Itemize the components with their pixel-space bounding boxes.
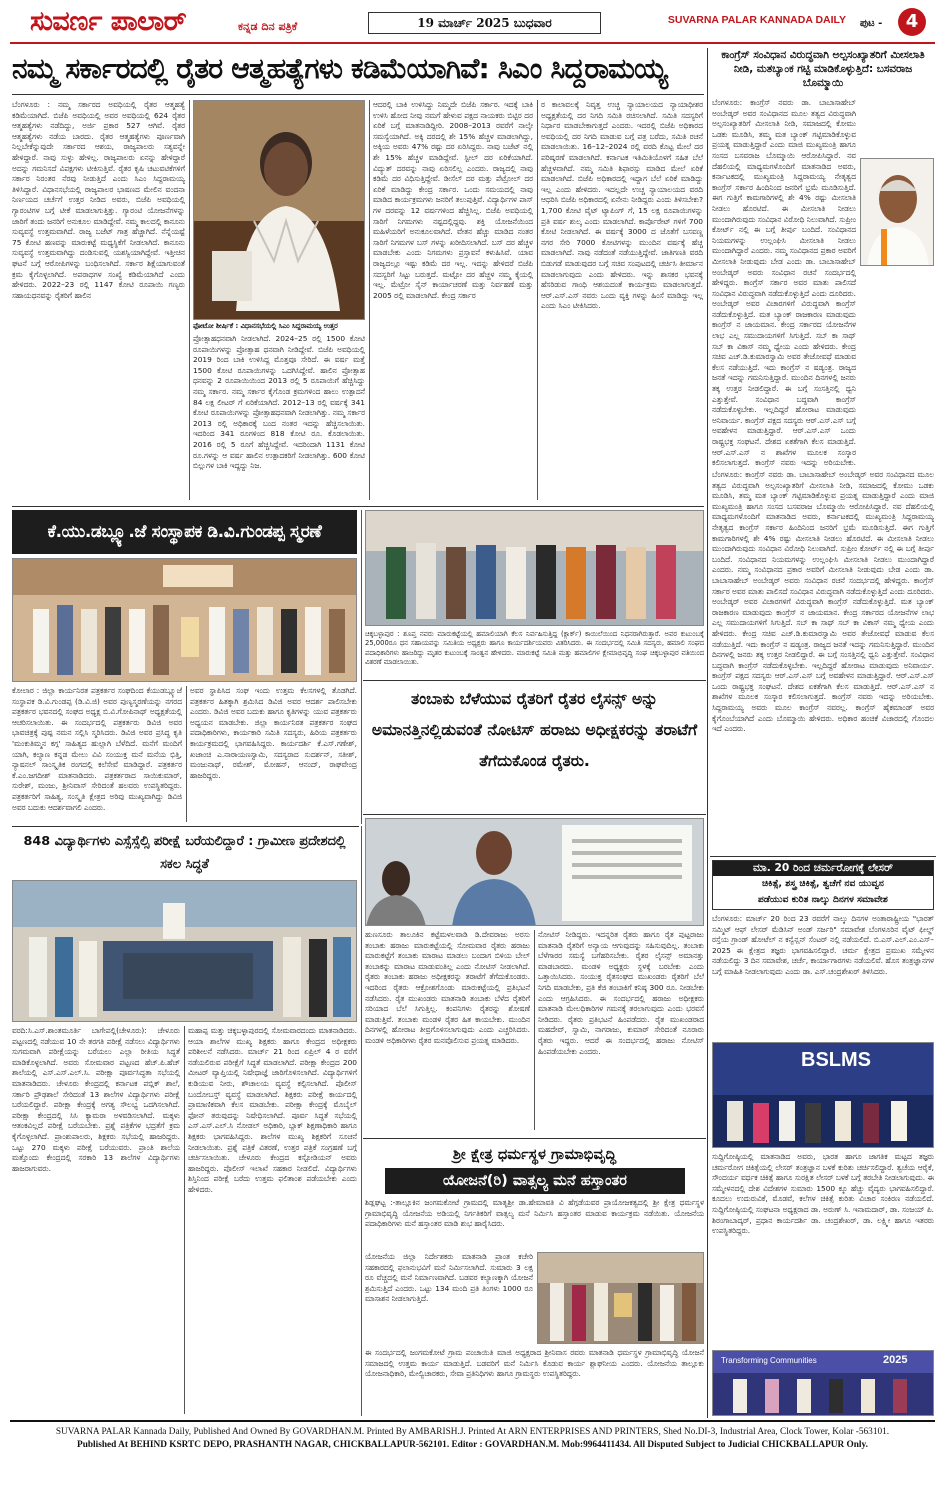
- col-divider: [361, 510, 362, 824]
- col-divider: [361, 826, 362, 1416]
- relief-handover-caption: ಚಿಕ್ಕಬಳ್ಳಾಪುರ : ಶೂಪ್ತ ನವರು ಮಾರುಕಟ್ಟೆಯಲ್ಲಿ ಹಮಾಲಿಯಾಗಿ ಕೆಲಸ ನಿರ್ವಹಿಸುತ್ತಿದ್ದ (ಕ್ಲಾರ್ಕ್) ಕಾಯಿಲೆಯಿಂದ ನಿಧನರಾಗಿರುತ್ತಾರೆ. ಅವರ ಕುಟುಂಬಕ್ಕೆ 25,000ರೂ ಧನ ಸಹಾಯವನ್ನು ಸಮಿತಿಯ ಅಧ್ಯಕ್ಷರು ಹಾಗೂ ಕಾರ್ಯದರ್ಶಿಯವರು ವಿತರಿಸಿದರು. ಈ ಸಂದರ್ಭದಲ್ಲಿ ಸಮಿತಿ ಸದಸ್ಯರು, ಹಮಾಲಿ ಸಂಘದ ಪದಾಧಿಕಾರಿಗಳು ಹಾಜರಿದ್ದು ಮೃತರ ಕುಟುಂಬಕ್ಕೆ ಸಾಂತ್ವನ ಹೇಳಿದರು. ಮಾರುಕಟ್ಟೆ ಸಮಿತಿ ಮತ್ತು ಹಮಾಲಿಗಳ ಕ್ಷೇಮಾಭಿವೃದ್ಧಿ ಸಂಘ ಚಿಕ್ಕಬಳ್ಳಾಪುರ ವತಿಯಿಂದ ವಿತರಣೆ ಮಾಡಲಾಯಿತು.: [365, 630, 704, 667]
- tobacco-headline: ತಂಬಾಕು ಬೆಳೆಯುವ ರೈತರಿಗೆ ರೈತರ ಲೈಸನ್ಸ್ ಅನ್ನು ಅಮಾನತ್ತಿನಲ್ಲಿಡುವಂತೆ ನೋಟಿಸ್ ಹರಾಜು ಅಧೀಕ್ಷಕರನ್ನು ತರಾಟೆಗೆ ತೆಗೆದುಕೊಂಡ ರೈತರು.: [371, 690, 698, 770]
- gundappa-body-2: ಅವರ ಸ್ಥಾಪಿಸಿದ ಸಂಘ ಇಂದು ಉತ್ತಮ ಕೆಲಸಗಳಲ್ಲಿ ತೊಡಗಿದೆ. ಪತ್ರಕರ್ತರ ಹಿತಕ್ಕಾಗಿ ಶ್ರಮಿಸಿದ ಡಿವಿಜಿ ಅವರ ಆದರ್ಶ ಪಾಲಿಸಬೇಕು ಎಂದರು. ಡಿವಿಜಿ ಅವರ ಬದುಕು ಹಾಗೂ ಕೃತಿಗಳನ್ನು ಯುವ ಪತ್ರಕರ್ತರು ಅಧ್ಯಯನ ಮಾಡಬೇಕು. ಜಿಲ್ಲಾ ಕಾರ್ಯನಿರತ ಪತ್ರಕರ್ತರ ಸಂಘದ ಪದಾಧಿಕಾರಿಗಳು, ಕಾರ್ಯಕಾರಿ ಸಮಿತಿ ಸದಸ್ಯರು, ಹಿರಿಯ ಪತ್ರಕರ್ತರು ಕಾರ್ಯಕ್ರಮದಲ್ಲಿ ಭಾಗವಹಿಸಿದ್ದರು. ಕಾರ್ಯದರ್ಶಿ ಕೆ.ಎಸ್.ಗಣೇಶ್, ಖಜಾಂಚಿ ಎ.ನಾರಾಯಣಸ್ವಾಮಿ, ಸದಸ್ಯರಾದ ಸುದರ್ಶನ್, ಸತೀಶ್, ಮಂಜುನಾಥ್, ರಮೇಶ್, ಮೋಹನ್, ಆನಂದ್, ರಾಘವೇಂದ್ರ ಹಾಜರಿದ್ದರು.: [190, 686, 357, 780]
- bommai-photo: [860, 158, 934, 266]
- dharmasthala-handover-photo: [537, 1252, 704, 1344]
- tobacco-col-2: ನೋಟಿಸ್ ನೀಡಿದ್ದರು. ಇದನ್ನರಿತ ರೈತರು ಹಾಗೂ ರೈತ ಪುಟ್ಟರಾಜು ಮಾತನಾಡಿ ರೈತರಿಗೆ ಅನ್ಯಾಯ ಆಗುವುದನ್ನು ಸಹಿಸುವುದಿಲ್ಲ. ತಂಬಾಕು ಬೆಳೆಗಾರರ ಸಮಸ್ಯೆ ಬಗೆಹರಿಸಬೇಕು. ರೈತರ ಲೈಸನ್ಸ್ ಅಮಾನತ್ತು ಮಾಡಬಾರದು. ಮಂಡಳಿ ಅಧ್ಯಕ್ಷರು ಸ್ಥಳಕ್ಕೆ ಬರಬೇಕು ಎಂದು ಒತ್ತಾಯಿಸಿದರು. ಸಂಯುಕ್ತ ರೈತಸಂಘದ ಮುಖಂಡರು ರೈತರಿಗೆ ಬೆಲೆ ನಿಗದಿ ಮಾಡಬೇಕು, ಪ್ರತಿ ಕೆಜಿ ತಂಬಾಕಿಗೆ ಕನಿಷ್ಠ 300 ರೂ. ನೀಡಬೇಕು ಎಂದು ಆಗ್ರಹಿಸಿದರು. ಈ ಸಂದರ್ಭದಲ್ಲಿ ಹರಾಜು ಅಧೀಕ್ಷಕರು ಮಾತನಾಡಿ ಮೇಲಧಿಕಾರಿಗಳ ಗಮನಕ್ಕೆ ತರಲಾಗುವುದು ಎಂದು ಭರವಸೆ ನೀಡಿದರು. ರೈತರು ಪ್ರತಿಭಟನೆ ಹಿಂಪಡೆದರು. ರೈತ ಮುಖಂಡರಾದ ಮಹದೇವ್, ಸ್ವಾಮಿ, ನಾಗರಾಜು, ಕುಮಾರ್ ಸೇರಿದಂತೆ ನೂರಾರು ರೈತರು ಇದ್ದರು. ಆದರೆ ಈ ಸಂದರ್ಭದಲ್ಲಿ ಹರಾಜು ನೋಟಿಸ್ ಹಿಂಪಡೆಯಬೇಕು ಎಂದರು.: [538, 930, 704, 1056]
- gundappa-body-1: ಕೋಲಾರ : ಜಿಲ್ಲಾ ಕಾರ್ಯನಿರತ ಪತ್ರಕರ್ತರ ಸಂಘದಿಂದ ಕೆಯುಡಬ್ಲ್ಯೂಜೆ ಸಂಸ್ಥಾಪಕ ಡಿ.ವಿ.ಗುಂಡಪ್ಪ (ಡಿ.ವಿ.ಜಿ) ಅವರ ಪುಣ್ಯಸ್ಮರಣೆಯನ್ನು ನಗರದ ಪತ್ರಕರ್ತರ ಭವನದಲ್ಲಿ ಸಂಘದ ಅಧ್ಯಕ್ಷ ಬಿ.ವಿ.ಗೋಪಿನಾಥ್ ಅಧ್ಯಕ್ಷತೆಯಲ್ಲಿ ಆಚರಿಸಲಾಯಿತು. ಈ ಸಂದರ್ಭದಲ್ಲಿ ಪತ್ರಕರ್ತರು ಡಿವಿಜಿ ಅವರ ಭಾವಚಿತ್ರಕ್ಕೆ ಪುಷ್ಪ ನಮನ ಸಲ್ಲಿಸಿ ಸ್ಮರಿಸಿದರು. ಡಿವಿಜಿ ಅವರ ಪ್ರಸಿದ್ಧ ಕೃತಿ 'ಮಂಕುತಿಮ್ಮನ ಕಗ್ಗ' ಸಾಹಿತ್ಯದ ಹುಲ್ಲಾಗಿ ಬೆಳೆದಿದೆ. ಮನೆಗೆ ಮಂದಿಗೆ ಯಾಗಿ, ಕಲ್ಯಾಣ ಕನ್ನಡ ಮೇಲು ವಿವಿ ಸಂಯುಕ್ತ ಮನೆ ಮನೆಯ ಭಿತ್ತಿ, ನ್ಯಾಷನಲ್ ಸಾಂಸ್ಕೃತಿಕ ರಂಗದಲ್ಲಿ ಕಲೆಸೇವೆ ಮಾಡಿದ್ದಾರೆ. ಪತ್ರಕರ್ತರ ಕೆ.ಎಂ.ಜಗದೀಶ್ ಮಾತನಾಡಿದರು. ಪತ್ರಕರ್ತರಾದ ಸಾಯಿಕುಮಾರ್, ಸುರೇಶ್, ಮಂಜು, ಶ್ರೀನಿವಾಸ್ ಸೇರಿದಂತೆ ಹಲವರು ಉಪಸ್ಥಿತರಿದ್ದರು. ಪತ್ರಕರ್ತರಿಗೆ ಸಾಹಿತ್ಯ, ಸಂಸ್ಕೃತಿ ಕ್ಷೇತ್ರದ ಅರಿವು ಮುಖ್ಯವಾಗಿದ್ದು ಡಿವಿಜಿ ಅವರ ಬದುಕು ಆದರ್ಶವಾಗಲಿ ಎಂದರು.: [12, 686, 182, 812]
- section-rule: [12, 826, 359, 827]
- relief-handover-photo: [365, 510, 704, 626]
- sidebar-headline: ಕಾಂಗ್ರೆಸ್ ಸಂವಿಧಾನ ವಿರುದ್ಧವಾಗಿ ಅಲ್ಪಸಂಖ್ಯಾತರಿಗೆ ಮೀಸಲಾತಿ ನೀಡಿ, ಮತಬ್ಯಾಂಕ ಗಟ್ಟಿ ಮಾಡಿಕೊಳ್ಳುತ್ತಿದೆ: ಬಸವರಾಜ ಬೊಮ್ಮಾಯಿ: [721, 49, 925, 89]
- section-rule: [363, 814, 706, 815]
- laser-summit-photo-1: [712, 1042, 934, 1148]
- lead-headline: ನಮ್ಮ ಸರ್ಕಾರದಲ್ಲಿ ರೈತರ ಆತ್ಮಹತ್ಯೆಗಳು ಕಡಿಮೆಯಾಗಿವೆ: ಸಿಎಂ ಸಿದ್ದರಾಮಯ್ಯ: [12, 52, 668, 85]
- gundappa-headline: ಕೆ.ಯು.ಡಬ್ಲ್ಯೂ.ಜೆ ಸಂಸ್ಥಾಪಕ ಡಿ.ವಿ.ಗುಂಡಪ್ಪ ಸ್ಮರಣೆ: [12, 510, 357, 554]
- page-divider: [707, 48, 708, 1418]
- laser-body-1: ಬೆಂಗಳೂರು: ಮಾರ್ಚ್ 20 ರಿಂದ 23 ರವರೆಗೆ ನಾಲ್ಕು ದಿನಗಳ ಅಂತಾರಾಷ್ಟ್ರೀಯ "ಭಾರತ್ ಸಮ್ಮಿಟ್ ಆಫ್ ಲೇಸರ್ ಮೆಡಿಸಿನ್ ಅಂಡ್ ಸರ್ಜರಿ" ಸಮಾವೇಶ ಬೆಂಗಳೂರಿನ ವೈಟ್ ಫೀಲ್ಡ್ ರಸ್ತೆಯ ಗ್ರಾಂಡ್ ಹೋಟೆಲ್ ನ ಕನ್ವೆನ್ಷನ್ ಸೆಂಟರ್ ನಲ್ಲಿ ನಡೆಯಲಿದೆ. ಬಿ.ಎಸ್.ಎಲ್.ಎಂ.ಎಸ್–2025 ಈ ಕ್ಷೇತ್ರದ ತಜ್ಞರು ಭಾಗವಹಿಸಲಿದ್ದಾರೆ. ಚರ್ಮ ಕ್ಷೇತ್ರದ ಪ್ರಮುಖ ಸಮ್ಮೇಳನ ನಡೆಯಲಿದ್ದು 3 ದಿನ ಸಮಾವೇಶ, ಚರ್ಚೆ, ಕಾರ್ಯಾಗಾರಗಳು ನಡೆಯಲಿವೆ. ಹೊಸ ತಂತ್ರಜ್ಞಾನಗಳ ಬಗ್ಗೆ ಮಾಹಿತಿ ನೀಡಲಾಗುವುದು ಎಂದು ಡಾ. ಎಸ್.ಚಂದ್ರಶೇಖರ್ ತಿಳಿಸಿದರು.: [712, 914, 934, 976]
- cm-photo-illustration: [194, 101, 365, 320]
- sidebar-body: ಬೆಂಗಳೂರು: ಕಾಂಗ್ರೆಸ್ ನವರು ಡಾ. ಬಾಬಾಸಾಹೇಬ್ ಅಂಬೇಡ್ಕರ್ ಅವರ ಸಂವಿಧಾನದ ಮೂಲ ತತ್ವದ ವಿರುದ್ಧವಾಗಿ ಅಲ್ಪಸಂಖ್ಯಾತರಿಗೆ ಮೀಸಲಾತಿ ನೀಡಿ, ಸಮಾಜದಲ್ಲಿ ಕೋಮು ಒಡಕು ಮೂಡಿಸಿ, ತಮ್ಮ ಮತ ಬ್ಯಾಂಕ್ ಗಟ್ಟಿಮಾಡಿಕೊಳ್ಳುವ ಪ್ರಯತ್ನ ಮಾಡುತ್ತಿದ್ದಾರೆ ಎಂದು ಮಾಜಿ ಮುಖ್ಯಮಂತ್ರಿ ಹಾಗೂ ಸಂಸದ ಬಸವರಾಜ ಬೊಮ್ಮಾಯಿ ಆರೋಪಿಸಿದ್ದಾರೆ. ನವ ದೆಹಲಿಯಲ್ಲಿ ಮಾಧ್ಯಮಗಳೊಂದಿಗೆ ಮಾತನಾಡಿದ ಅವರು, ಕರ್ನಾಟಕದಲ್ಲಿ ಮುಖ್ಯಮಂತ್ರಿ ಸಿದ್ದರಾಮಯ್ಯ ನೇತೃತ್ವದ ಕಾಂಗ್ರೆಸ್ ಸರ್ಕಾರ ಹಿಂದಿನಿಂದ ಜನರಿಗೆ ಭ್ರಮೆ ಮೂಡಿಸುತ್ತಿದೆ. ಈಗ ಗುತ್ತಿಗೆ ಕಾಮಗಾರಿಗಳಲ್ಲಿ ಶೇ 4% ರಷ್ಟು ಮೀಸಲಾತಿ ನೀಡಲು ಹೊರಟಿದೆ. ಈ ಮೀಸಲಾತಿ ನೀಡಲು ಮುಂದಾಗಿರುವುದು ಸಂವಿಧಾನ ವಿರೋಧಿ ನಿಲುವಾಗಿದೆ. ಸುಪ್ರೀಂ ಕೋರ್ಟ್ ನಲ್ಲಿ ಈ ಬಗ್ಗೆ ತೀರ್ಪು ಬಂದಿದೆ. ಸಂವಿಧಾನದ ನಿಯಮಗಳನ್ನು ಉಲ್ಲಂಘಿಸಿ ಮೀಸಲಾತಿ ನೀಡಲು ಮುಂದಾಗಿದ್ದಾರೆ ಎಂದರು. ನಮ್ಮ ಸಂವಿಧಾನದ ಪ್ರಕಾರ ಅವರಿಗೆ ಮೀಸಲಾತಿ ನೀಡುವುದು ಬೇಡ ಎಂದು ಡಾ. ಬಾಬಾಸಾಹೇಬ್ ಅಂಬೇಡ್ಕರ್ ಅವರು ಸಂವಿಧಾನ ರಚನೆ ಸಂದರ್ಭದಲ್ಲಿ ಹೇಳಿದ್ದರು. ಕಾಂಗ್ರೆಸ್ ಸರ್ಕಾರ ಅವರ ಮಾತು ಪಾಲಿಸದೆ ಸಂವಿಧಾನ ವಿರುದ್ಧವಾಗಿ ನಡೆದುಕೊಳ್ಳುತ್ತಿದೆ ಎಂದು ದೂರಿದರು. ಅಂಬೇಡ್ಕರ್ ಅವರ ವಿಚಾರಗಳಿಗೆ ವಿರುದ್ಧವಾಗಿ ಕಾಂಗ್ರೆಸ್ ನಡೆದುಕೊಳ್ಳುತ್ತಿದೆ. ಮತ ಬ್ಯಾಂಕ್ ರಾಜಕಾರಣ ಮಾಡುವುದು ಕಾಂಗ್ರೆಸ್ ನ ಜಾಯಮಾನ. ಕೇಂದ್ರ ಸರ್ಕಾರದ ಯೋಜನೆಗಳ ಲಾಭ ಎಲ್ಲ ಸಮುದಾಯಗಳಿಗೆ ಸಿಗುತ್ತಿದೆ. ಸಬ್ ಕಾ ಸಾಥ್ ಸಬ್ ಕಾ ವಿಕಾಸ್ ನಮ್ಮ ಧ್ಯೇಯ ಎಂದು ಹೇಳಿದರು. ಕೇಂದ್ರ ಸಚಿವ ಎಚ್.ಡಿ.ಕುಮಾರಸ್ವಾಮಿ ಅವರ ತೇಜೋವಧೆ ಮಾಡುವ ಕೆಲಸ ನಡೆಯುತ್ತಿದೆ. ಇದು ಕಾಂಗ್ರೆಸ್ ನ ಷಡ್ಯಂತ್ರ. ರಾಜ್ಯದ ಜನತೆ ಇದನ್ನು ಗಮನಿಸುತ್ತಿದ್ದಾರೆ. ಮುಂದಿನ ದಿನಗಳಲ್ಲಿ ಜನರು ತಕ್ಕ ಉತ್ತರ ನೀಡಲಿದ್ದಾರೆ. ಈ ಬಗ್ಗೆ ಸಂಸತ್ತಿನಲ್ಲಿ ಧ್ವನಿ ಎತ್ತುತ್ತೇವೆ. ಸಂವಿಧಾನ ಬದ್ಧವಾಗಿ ಕಾಂಗ್ರೆಸ್ ನಡೆದುಕೊಳ್ಳಬೇಕು. ಇಲ್ಲದಿದ್ದರೆ ಹೋರಾಟ ಮಾಡುವುದು ಅನಿವಾರ್ಯ. ಕಾಂಗ್ರೆಸ್ ಪಕ್ಷದ ಸದಸ್ಯರು ಆರ್.ಎಸ್.ಎಸ್ ಬಗ್ಗೆ ಅವಹೇಳನ ಮಾಡುತ್ತಿದ್ದಾರೆ. ಆರ್.ಎಸ್.ಎಸ್ ಒಂದು ರಾಷ್ಟ್ರಭಕ್ತ ಸಂಘಟನೆ. ದೇಶದ ಏಕತೆಗಾಗಿ ಕೆಲಸ ಮಾಡುತ್ತಿದೆ. ಆರ್.ಎಸ್.ಎಸ್ ನ ಶಾಖೆಗಳ ಮೂಲಕ ಸಂಸ್ಕಾರ ಕಲಿಸಲಾಗುತ್ತದೆ. ಕಾಂಗ್ರೆಸ್ ನವರು ಇದನ್ನು ಅರಿಯಬೇಕು.: [712, 98, 856, 468]
- dharmasthala-text-bottom: ಈ ಸಂದರ್ಭದಲ್ಲಿ ಜಂಗಮಕೋಟೆ ಗ್ರಾಮ ಪಂಚಾಯಿತಿ ಮಾಜಿ ಅಧ್ಯಕ್ಷರಾದ ಶ್ರೀನಿವಾಸ ರವರು ಮಾತನಾಡಿ ಧರ್ಮಸ್ಥಳ ಗ್ರಾಮಾಭಿವೃದ್ಧಿ ಯೋಜನೆ ಸಮಾಜದಲ್ಲಿ ಉತ್ತಮ ಕಾರ್ಯ ಮಾಡುತ್ತಿದೆ. ಬಡವರಿಗೆ ಮನೆ ನಿರ್ಮಿಸಿ ಕೊಡುವ ಕಾರ್ಯ ಶ್ಲಾಘನೀಯ ಎಂದರು. ಯೋಜನೆಯ ತಾಲ್ಲೂಕು ಯೋಜನಾಧಿಕಾರಿ, ಮೇಲ್ವಿಚಾರಕರು, ಸೇವಾ ಪ್ರತಿನಿಧಿಗಳು ಹಾಗೂ ಗ್ರಾಮಸ್ಥರು ಉಪಸ್ಥಿತರಿದ್ದರು.: [365, 1348, 704, 1379]
- laser-body-2: ಸುದ್ದಿಗೋಷ್ಠಿಯಲ್ಲಿ ಮಾತನಾಡಿದ ಅವರು, ಭಾರತ ಹಾಗೂ ಜಾಗತಿಕ ಮಟ್ಟದ ತಜ್ಞರು ಚರ್ಮರೋಗ ಚಿಕಿತ್ಸೆಯಲ್ಲಿ ಲೇಸರ್ ತಂತ್ರಜ್ಞಾನ ಬಳಕೆ ಕುರಿತು ಚರ್ಚಿಸಲಿದ್ದಾರೆ. ತ್ವಚೆಯ ಆರೈಕೆ, ಸೌಂದರ್ಯ ವರ್ಧಕ ಚಿಕಿತ್ಸೆ ಹಾಗೂ ಸುರಕ್ಷಿತ ಲೇಸರ್ ಬಳಕೆ ಬಗ್ಗೆ ತರಬೇತಿ ನೀಡಲಾಗುವುದು. ಈ ಸಮ್ಮೇಳನದಲ್ಲಿ ದೇಶ ವಿದೇಶಗಳ ಸುಮಾರು 1500 ಕ್ಕೂ ಹೆಚ್ಚು ವೈದ್ಯರು ಭಾಗವಹಿಸಲಿದ್ದಾರೆ. ಕೂದಲು ಉದುರುವಿಕೆ, ಮೊಡವೆ, ಕಲೆಗಳ ಚಿಕಿತ್ಸೆ ಕುರಿತು ವಿಚಾರ ಸಂಕಿರಣ ನಡೆಯಲಿದೆ. ಸುದ್ದಿಗೋಷ್ಠಿಯಲ್ಲಿ ಸಂಘಟನಾ ಅಧ್ಯಕ್ಷರಾದ ಡಾ. ಅರುಣ್ ಸಿ. ಇನಾಮದಾರ್, ಡಾ. ಸಂಜಯ್ ಪಿ. ಶಿರಂಗಾಬಾದ್ಕರ್, ಪ್ರಧಾನ ಕಾರ್ಯದರ್ಶಿ ಡಾ. ಚಂದ್ರಶೇಖರ್, ಡಾ. ಲಕ್ಷ್ಮೀ ಹಾಗೂ ಇತರರು ಉಪಸ್ಥಿತರಿದ್ದರು.: [712, 1152, 934, 1236]
- dharmasthala-text-left: ಯೋಜನೆಯ ಜಿಲ್ಲಾ ನಿರ್ದೇಶಕರು ಮಾತನಾಡಿ ಪ್ರಾಂತ ಕಚೇರಿ ಸಹಕಾರದಲ್ಲಿ ಫಲಾನುಭವಿಗೆ ಮನೆ ನಿರ್ಮಿಸಲಾಗಿದೆ. ಸುಮಾರು 3 ಲಕ್ಷ ರೂ ವೆಚ್ಚದಲ್ಲಿ ಮನೆ ನಿರ್ಮಾಣವಾಗಿದೆ. ಬಡವರ ಕಲ್ಯಾಣಕ್ಕಾಗಿ ಯೋಜನೆ ಶ್ರಮಿಸುತ್ತಿದೆ ಎಂದರು. ಒಟ್ಟು 134 ಮಂದಿ ಪ್ರತಿ ತಿಂಗಳು 1000 ರೂ ಮಾಸಾಶನ ನೀಡಲಾಗುತ್ತಿದೆ.: [365, 1252, 533, 1304]
- footer-line-1: SUVARNA PALAR Kannada Daily, Published And Owned By GOVARDHAN.M. Printed By AMBARISH.J. Printed At ARN ENTERPRISES AND PRINTERS, Shed No.DI-3, Industrial Area, Clock Tower, Kolar -563101.: [55, 1427, 890, 1437]
- dharmasthala-intro: ಶಿಡ್ಲಘಟ್ಟ :-ತಾಲ್ಲೂಕಿನ ಜಂಗಮಕೋಟೆ ಗ್ರಾಮದಲ್ಲಿ ಮಾತೃಶ್ರೀ ಡಾ.ಹೇಮಾವತಿ ವಿ ಹೆಗ್ಗಡೆಯವರ ಪ್ರಾಯೋಜಕತ್ವದಲ್ಲಿ ಶ್ರೀ ಕ್ಷೇತ್ರ ಧರ್ಮಸ್ಥಳ ಗ್ರಾಮಾಭಿವೃದ್ಧಿ ಯೋಜನೆಯ ಅಡಿಯಲ್ಲಿ ನಿರ್ಗತಿಕರಿಗೆ ವಾತ್ಸಲ್ಯ ಮನೆ ನಿರ್ಮಿಸಿ ಹಸ್ತಾಂತರ ಮಾಡುವ ಕಾರ್ಯಕ್ರಮ ನಡೆಯಿತು. ಯೋಜನೆಯ ಪದಾಧಿಕಾರಿಗಳು ಮನೆ ಹಸ್ತಾಂತರ ಮಾಡಿ ಶುಭ ಹಾರೈಸಿದರು.: [365, 1198, 704, 1229]
- gundappa-group-illustration: [13, 559, 357, 682]
- lead-col-3: ಆದರಲ್ಲಿ ಬಾಕಿ ಉಳಿಸಿದ್ದು ನಿಮ್ಮದೇ ಬಿಜೆಪಿ ಸರ್ಕಾರ. ಇದಕ್ಕೆ ಬಾಕಿ ಉಳಿಸಿ ಹೋದ ನೀವು ನಮಗೆ ಹೇಳುವ ಪಕ್ಷದ ನಾಯಕರು ಬಿಟ್ಟಿರ ದರ ಏರಿಕೆ ಬಗ್ಗೆ ಮಾತನಾಡಿದ್ದೀರಿ. 2008–2013 ರವರೆಗೆ ನಾಲ್ಕೇ ಸಮಸ್ಯೆಯಾಗಿದೆ. ಅಕ್ಕಿ ದರದಲ್ಲಿ ಶೇ 15% ಹೆಚ್ಚಳ ಮಾಡಲಾಗಿದ್ದು, ಅಕ್ಕಿಯ ಅವರು 47% ರಷ್ಟು ದರ ಏರಿಸಿದ್ದರು. ನಾವು ಬಜೆಟ್ ನಲ್ಲಿ ಶೇ 15% ಹೆಚ್ಚಳ ಮಾಡಿದ್ದೇವೆ. ಸ್ಟೀಲ್ ದರ ಏರಿಕೆಯಾಗಿದೆ. ವಿದ್ಯುತ್ ದರವನ್ನು ನಾವು ಏರಿಸಲಿಲ್ಲ ಎಂದರು. ರಾಜ್ಯದಲ್ಲಿ ನಾವು ಕಡಿಮೆ ದರ ವಿಧಿಸುತ್ತಿದ್ದೇವೆ. ಡೀಸೆಲ್ ದರ ಮತ್ತು ಪೆಟ್ರೋಲ್ ದರ ಏರಿಕೆ ಮಾಡಿದ್ದು ಕೇಂದ್ರ ಸರ್ಕಾರ. ಒಂದು ಸಮಯದಲ್ಲಿ ನಾವು ಮಾಡಿದ ಕಾರ್ಯಕ್ರಮಗಳು ಜನರಿಗೆ ತಲುಪುತ್ತಿವೆ. ವಿದ್ಯಾರ್ಥಿಗಳ ಪಾಸ್ ಗಳ ದರವನ್ನು 12 ವರ್ಷಗಳಿಂದ ಹೆಚ್ಚಿಸಿಲ್ಲ. ಬಿಜೆಪಿ ಅವಧಿಯಲ್ಲಿ ಸಾರಿಗೆ ನಿಗಮಗಳು ನಷ್ಟದಲ್ಲಿದ್ದವು. ಶಕ್ತಿ ಯೋಜನೆಯಿಂದ ಮಹಿಳೆಯರಿಗೆ ಅನುಕೂಲವಾಗಿದೆ. ವೇತನ ಹೆಚ್ಚು ಮಾಡಿದ ನಂತರ ಸಾರಿಗೆ ನಿಗಮಗಳ ಬಸ್ ಗಳನ್ನು ಖರೀದಿಸಲಾಗಿದೆ. ಬಸ್ ದರ ಹೆಚ್ಚಳ ಮಾಡಬೇಕು ಎಂದು ನಿಗಮಗಳು ಪ್ರಸ್ತಾವನೆ ಕಳುಹಿಸಿವೆ. ಯಾವ ರಾಜ್ಯದಲ್ಲೂ ಇಷ್ಟು ಕಡಿಮೆ ದರ ಇಲ್ಲ. ಇದನ್ನು ಹೇಳಿದರೆ ಬಿಜೆಪಿ ಸದಸ್ಯರಿಗೆ ಸಿಟ್ಟು ಬರುತ್ತದೆ. ಮಟ್ಟೋ ದರ ಹೆಚ್ಚಳ ನಮ್ಮ ಕೈಯಲ್ಲಿ ಇಲ್ಲ. ಮೆಟ್ರೋ ಸೈನ್ ಕಾರ್ಯಾಚರಣೆ ಮತ್ತು ನಿರ್ವಹಣೆ ಮತ್ತು 2005 ರಲ್ಲಿ ಮಾಡಲಾಗಿದೆ. ಕೇಂದ್ರ ಸರ್ಕಾರ: [373, 100, 533, 300]
- lead-col-4: ರ ಕಾಲಾವಲಕ್ಕೆ ನಿವೃತ್ತ ಉಚ್ಚ ನ್ಯಾಯಾಲಯದ ನ್ಯಾಯಾಧೀಶರ ಅಧ್ಯಕ್ಷತೆಯಲ್ಲಿ ದರ ನಿಗದಿ ಸಮಿತಿ ರಚಿಸಲಾಗಿದೆ. ಸಮಿತಿ ಸದಸ್ಯರಿಗೆ ನಿರ್ಧಾರ ಮಾಡಬೇಕಾಗುತ್ತದೆ ಎಂದರು. ಇದರಲ್ಲಿ ಬಿಜೆಪಿ ಅಧಿಕಾರದ ಅವಧಿಯಲ್ಲಿ ದರ ನಿಗದಿ ಮಾಡುವ ಬಗ್ಗೆ ಪತ್ರ ಬರೆದು, ಸಮಿತಿ ರಚನೆ ಮಾಡಲಾಯಿತು. 16–12–2024 ರಲ್ಲಿ ವರದಿ ಕೊಟ್ಟ ಮೇಲೆ ದರ ಪರಿಷ್ಕರಣೆ ಮಾಡಲಾಗಿದೆ. ಕರ್ನಾಟಕ ಇತಿಮಿತಿಯೊಳಗೆ ಸಹಿತ ಬೆಲೆ ಹೆಚ್ಚಳವಾಗಿದೆ. ನಮ್ಮ ಸಮಿತಿ ಶಿಫಾರಸ್ಸು ಮಾಡಿದ ಮೇಲೆ ಏರಿಕೆ ಮಾಡಲಾಗಿದೆ. ಬಿಜೆಪಿ ಅಧಿಕಾರದಲ್ಲಿ ಇದ್ದಾಗ ಬೆಲೆ ಏರಿಕೆ ಮಾಡಿದ್ದು ಇಲ್ಲ ಎಂದು ಹೇಳಿದರು. ಇದಲ್ಲದೇ ಉಚ್ಚ ನ್ಯಾಯಾಲಯದ ವರದಿ ಆಧರಿಸಿ ಬಿಜೆಪಿ ಅಧಿಕಾರದಲ್ಲಿ ಏನೇನು ನೀಡಿದ್ದರು ಎಂದು ತಿಳಿಸಬೇಕು? 1,700 ಕೋಟಿ ವೈಟ್ ಟ್ಯಾಪಿಂಗ್ ಗೆ, 15 ಲಕ್ಷ ರೂಪಾಯಿಗಳನ್ನು ಪ್ರತಿ ವರ್ಷ ಶುಲ್ಕ ಎಂದು ಮಾಡಲಾಗಿದೆ. ಕಾರ್ಪೊರೇಟ್ ಗಳಿಗೆ 700 ಕೋಟಿ ನೀಡಲಾಗಿದೆ. ಈ ವರ್ಷಕ್ಕೆ 3000 ದ ಜೊತೆಗೆ ಬಸವಣ್ಣ ನಗರ ಸೇರಿ 7000 ಕೋಟಿಗಳನ್ನು ಮುಂದಿನ ವರ್ಷಕ್ಕೆ ಹೆಚ್ಚ ಮಾಡಲಾಗಿದೆ. ನಾವು ನಡೆದಂತೆ ನಡೆಯುತ್ತಿದ್ದೇವೆ. ಜಾತಿಗಣತಿ ವರದಿ ಬಿಡುಗಡೆ ಮಾಡುವುದರ ಬಗ್ಗೆ ಸಚಿವ ಸಂಪುಟದಲ್ಲಿ ಚರ್ಚಿಸಿ ತೀರ್ಮಾನ ಮಾಡಲಾಗುವುದು ಎಂದು ಹೇಳಿದರು. ಇನ್ನು ಶಾಸಕರ ಭವನಕ್ಕೆ ಹೆಸರಿಡುವ ಗಾಂಧಿ ಆಶಯದಂತೆ ಕಾರ್ಯಕ್ರಮ ಮಾಡಲಾಗುತ್ತದೆ. ಆರ್.ಎಸ್.ಎಸ್ ನವರು ಒಂದು ವ್ಯಕ್ತಿ ಗಳನ್ನು ಹಿಂಸೆ ಮಾಡಿದ್ದು ಇಲ್ಲ ಎಂದು ಸಿಎಂ ಟೀಕಿಸಿದರು.: [541, 100, 703, 311]
- page-number: 4: [905, 11, 919, 32]
- laser-headline-3: ಪಡೆಯುವ ಕುರಿತ ನಾಲ್ಕು ದಿನಗಳ ಸಮಾವೇಶ: [758, 894, 888, 905]
- laser-banner-text: BSLMS: [801, 1049, 871, 1071]
- masthead-rule: [10, 42, 935, 44]
- dharmasthala-headline-1: ಶ್ರೀ ಕ್ಷೇತ್ರ ಧರ್ಮಸ್ಥಳ ಗ್ರಾಮಾಭಿವೃದ್ಧಿ: [452, 1146, 617, 1163]
- page-number-badge: [898, 8, 926, 36]
- page-label: ಪುಟ -: [860, 18, 883, 29]
- sidebar-body-repeat: ಬೆಂಗಳೂರು: ಕಾಂಗ್ರೆಸ್ ನವರು ಡಾ. ಬಾಬಾಸಾಹೇಬ್ ಅಂಬೇಡ್ಕರ್ ಅವರ ಸಂವಿಧಾನದ ಮೂಲ ತತ್ವದ ವಿರುದ್ಧವಾಗಿ ಅಲ್ಪಸಂಖ್ಯಾತರಿಗೆ ಮೀಸಲಾತಿ ನೀಡಿ, ಸಮಾಜದಲ್ಲಿ ಕೋಮು ಒಡಕು ಮೂಡಿಸಿ, ತಮ್ಮ ಮತ ಬ್ಯಾಂಕ್ ಗಟ್ಟಿಮಾಡಿಕೊಳ್ಳುವ ಪ್ರಯತ್ನ ಮಾಡುತ್ತಿದ್ದಾರೆ ಎಂದು ಮಾಜಿ ಮುಖ್ಯಮಂತ್ರಿ ಹಾಗೂ ಸಂಸದ ಬಸವರಾಜ ಬೊಮ್ಮಾಯಿ ಆರೋಪಿಸಿದ್ದಾರೆ. ನವ ದೆಹಲಿಯಲ್ಲಿ ಮಾಧ್ಯಮಗಳೊಂದಿಗೆ ಮಾತನಾಡಿದ ಅವರು, ಕರ್ನಾಟಕದಲ್ಲಿ ಮುಖ್ಯಮಂತ್ರಿ ಸಿದ್ದರಾಮಯ್ಯ ನೇತೃತ್ವದ ಕಾಂಗ್ರೆಸ್ ಸರ್ಕಾರ ಹಿಂದಿನಿಂದ ಜನರಿಗೆ ಭ್ರಮೆ ಮೂಡಿಸುತ್ತಿದೆ. ಈಗ ಗುತ್ತಿಗೆ ಕಾಮಗಾರಿಗಳಲ್ಲಿ ಶೇ 4% ರಷ್ಟು ಮೀಸಲಾತಿ ನೀಡಲು ಹೊರಟಿದೆ. ಈ ಮೀಸಲಾತಿ ನೀಡಲು ಮುಂದಾಗಿರುವುದು ಸಂವಿಧಾನ ವಿರೋಧಿ ನಿಲುವಾಗಿದೆ. ಸುಪ್ರೀಂ ಕೋರ್ಟ್ ನಲ್ಲಿ ಈ ಬಗ್ಗೆ ತೀರ್ಪು ಬಂದಿದೆ. ಸಂವಿಧಾನದ ನಿಯಮಗಳನ್ನು ಉಲ್ಲಂಘಿಸಿ ಮೀಸಲಾತಿ ನೀಡಲು ಮುಂದಾಗಿದ್ದಾರೆ ಎಂದರು. ನಮ್ಮ ಸಂವಿಧಾನದ ಪ್ರಕಾರ ಅವರಿಗೆ ಮೀಸಲಾತಿ ನೀಡುವುದು ಬೇಡ ಎಂದು ಡಾ. ಬಾಬಾಸಾಹೇಬ್ ಅಂಬೇಡ್ಕರ್ ಅವರು ಸಂವಿಧಾನ ರಚನೆ ಸಂದರ್ಭದಲ್ಲಿ ಹೇಳಿದ್ದರು. ಕಾಂಗ್ರೆಸ್ ಸರ್ಕಾರ ಅವರ ಮಾತು ಪಾಲಿಸದೆ ಸಂವಿಧಾನ ವಿರುದ್ಧವಾಗಿ ನಡೆದುಕೊಳ್ಳುತ್ತಿದೆ ಎಂದು ದೂರಿದರು. ಅಂಬೇಡ್ಕರ್ ಅವರ ವಿಚಾರಗಳಿಗೆ ವಿರುದ್ಧವಾಗಿ ಕಾಂಗ್ರೆಸ್ ನಡೆದುಕೊಳ್ಳುತ್ತಿದೆ. ಮತ ಬ್ಯಾಂಕ್ ರಾಜಕಾರಣ ಮಾಡುವುದು ಕಾಂಗ್ರೆಸ್ ನ ಜಾಯಮಾನ. ಕೇಂದ್ರ ಸರ್ಕಾರದ ಯೋಜನೆಗಳ ಲಾಭ ಎಲ್ಲ ಸಮುದಾಯಗಳಿಗೆ ಸಿಗುತ್ತಿದೆ. ಸಬ್ ಕಾ ಸಾಥ್ ಸಬ್ ಕಾ ವಿಕಾಸ್ ನಮ್ಮ ಧ್ಯೇಯ ಎಂದು ಹೇಳಿದರು. ಕೇಂದ್ರ ಸಚಿವ ಎಚ್.ಡಿ.ಕುಮಾರಸ್ವಾಮಿ ಅವರ ತೇಜೋವಧೆ ಮಾಡುವ ಕೆಲಸ ನಡೆಯುತ್ತಿದೆ. ಇದು ಕಾಂಗ್ರೆಸ್ ನ ಷಡ್ಯಂತ್ರ. ರಾಜ್ಯದ ಜನತೆ ಇದನ್ನು ಗಮನಿಸುತ್ತಿದ್ದಾರೆ. ಮುಂದಿನ ದಿನಗಳಲ್ಲಿ ಜನರು ತಕ್ಕ ಉತ್ತರ ನೀಡಲಿದ್ದಾರೆ. ಈ ಬಗ್ಗೆ ಸಂಸತ್ತಿನಲ್ಲಿ ಧ್ವನಿ ಎತ್ತುತ್ತೇವೆ. ಸಂವಿಧಾನ ಬದ್ಧವಾಗಿ ಕಾಂಗ್ರೆಸ್ ನಡೆದುಕೊಳ್ಳಬೇಕು. ಇಲ್ಲದಿದ್ದರೆ ಹೋರಾಟ ಮಾಡುವುದು ಅನಿವಾರ್ಯ. ಕಾಂಗ್ರೆಸ್ ಪಕ್ಷದ ಸದಸ್ಯರು ಆರ್.ಎಸ್.ಎಸ್ ಬಗ್ಗೆ ಅವಹೇಳನ ಮಾಡುತ್ತಿದ್ದಾರೆ. ಆರ್.ಎಸ್.ಎಸ್ ಒಂದು ರಾಷ್ಟ್ರಭಕ್ತ ಸಂಘಟನೆ. ದೇಶದ ಏಕತೆಗಾಗಿ ಕೆಲಸ ಮಾಡುತ್ತಿದೆ. ಆರ್.ಎಸ್.ಎಸ್ ನ ಶಾಖೆಗಳ ಮೂಲಕ ಸಂಸ್ಕಾರ ಕಲಿಸಲಾಗುತ್ತದೆ. ಕಾಂಗ್ರೆಸ್ ನವರು ಇದನ್ನು ಅರಿಯಬೇಕು. ಸಿದ್ದರಾಮಯ್ಯ ಅವರು ಮೂಲ ಕಾಂಗ್ರೆಸ್ ನವರಲ್ಲ. ಕಾಂಗ್ರೆಸ್ ಹೈಕಮಾಂಡ್ ಅವರ ಕೈಗೊಂಬೆಯಾಗಿದೆ ಎಂದು ಬೊಮ್ಮಾಯಿ ಹೇಳಿದರು. ಅಧಿಕಾರ ಹಂಚಿಕೆ ವಿಚಾರದಲ್ಲಿ ಗೊಂದಲ ಇದೆ ಎಂದರು.: [712, 470, 934, 734]
- relief-handover-illustration: [366, 511, 704, 626]
- dharmasthala-handover-illustration: [538, 1253, 704, 1344]
- exam-col-2: ಮಹಾಪ್ಪ ಮತ್ತು ಚಿಕ್ಕಬಳ್ಳಾಪುರದಲ್ಲಿ ಸೋಮವಾರದಂದು ಮಾತನಾಡಿದರು. ಆಯಾ ಶಾಲೆಗಳ ಮುಖ್ಯ ಶಿಕ್ಷಕರು ಹಾಗೂ ಕೇಂದ್ರದ ಅಧೀಕ್ಷಕರು ಪರಿಶೀಲನೆ ನಡೆಸಿದರು. ಮಾರ್ಚ್ 21 ರಿಂದ ಏಪ್ರಿಲ್ 4 ರ ವರೆಗೆ ನಡೆಯಲಿರುವ ಪರೀಕ್ಷೆಗೆ ಸಿದ್ಧತೆ ಮಾಡಲಾಗಿದೆ. ಪರೀಕ್ಷಾ ಕೇಂದ್ರದ 200 ಮೀಟರ್ ವ್ಯಾಪ್ತಿಯಲ್ಲಿ ನಿಷೇಧಾಜ್ಞೆ ಜಾರಿಗೊಳಿಸಲಾಗಿದೆ. ವಿದ್ಯಾರ್ಥಿಗಳಿಗೆ ಕುಡಿಯುವ ನೀರು, ಶೌಚಾಲಯ ವ್ಯವಸ್ಥೆ ಕಲ್ಪಿಸಲಾಗಿದೆ. ಪೊಲೀಸ್ ಬಂದೋಬಸ್ತ್ ವ್ಯವಸ್ಥೆ ಮಾಡಲಾಗಿದೆ. ಶಿಕ್ಷಕರು ಪರೀಕ್ಷೆ ಕಾರ್ಯದಲ್ಲಿ ಪ್ರಾಮಾಣಿಕವಾಗಿ ಕೆಲಸ ಮಾಡಬೇಕು. ಪರೀಕ್ಷಾ ಕೇಂದ್ರಕ್ಕೆ ಮೊಬೈಲ್ ಫೋನ್ ತರುವುದನ್ನು ನಿಷೇಧಿಸಲಾಗಿದೆ. ಪೂರ್ವ ಸಿದ್ಧತೆ ಸಭೆಯಲ್ಲಿ ಎಸ್.ಎಸ್.ಎಲ್.ಸಿ ನೋಡಲ್ ಅಧಿಕಾರಿ, ಬ್ಲಾಕ್ ಶಿಕ್ಷಣಾಧಿಕಾರಿ ಹಾಗೂ ಶಿಕ್ಷಕರು ಭಾಗವಹಿಸಿದ್ದರು. ಶಾಲೆಗಳ ಮುಖ್ಯ ಶಿಕ್ಷಕರಿಗೆ ಸೂಚನೆ ನೀಡಲಾಯಿತು. ಪ್ರಶ್ನೆ ಪತ್ರಿಕೆ ವಿತರಣೆ, ಉತ್ತರ ಪತ್ರಿಕೆ ಸಂಗ್ರಹಣೆ ಬಗ್ಗೆ ಚರ್ಚಿಸಲಾಯಿತು. ಚೇಳೂರು ಕೇಂದ್ರದ ಕಸ್ಟೋಡಿಯನ್ ಅವರು ಹಾಜರಿದ್ದರು. ಪೊಲೀಸ್ ಇಲಾಖೆ ಸಹಕಾರ ನೀಡಲಿದೆ. ವಿದ್ಯಾರ್ಥಿಗಳು ಶಿಸ್ತಿನಿಂದ ಪರೀಕ್ಷೆ ಬರೆದು ಉತ್ತಮ ಫಲಿತಾಂಶ ಪಡೆಯಬೇಕು ಎಂದು ಹೇಳಿದರು.: [188, 1026, 357, 1194]
- cm-photo: [193, 100, 365, 320]
- lead-col-1: ಬೆಂಗಳೂರು : ನಮ್ಮ ಸರ್ಕಾರದ ಅವಧಿಯಲ್ಲಿ ರೈತರ ಆತ್ಮಹತ್ಯೆ ಕಡಿಮೆಯಾಗಿದೆ. ಬಿಜೆಪಿ ಅವಧಿಯಲ್ಲಿ ಅವರ ಅವಧಿಯಲ್ಲಿ 624 ರೈತರ ಆತ್ಮಹತ್ಯೆಗಳು ನಡೆದಿದ್ದು, ಅರ್ಜಿ ಪ್ರಕಾರ 527 ಆಗಿವೆ. ರೈತರ ಆತ್ಮಹತ್ಯೆಗಳು ನಡೆಯ ಬಾರದು. ರೈತರ ಆತ್ಮಹತ್ಯೆಗಳು ಪೂರ್ಣವಾಗಿ ನಿಲ್ಲಬೇಕೆನ್ನುವುದೇ ಸರ್ಕಾರದ ಆಶಯ, ರಾಜ್ಯಪಾಲರು ಸತ್ಯವನ್ನೇ ಹೇಳಿದ್ದಾರೆ. ನಾವು ಸುಳ್ಳು ಹೇಳಿಲ್ಲ. ರಾಜ್ಯಪಾಲರು ಏನನ್ನು ಹೇಳಿದ್ದಾರೆ ಅದನ್ನು ಗಮನಿಸದೆ ವಿಪಕ್ಷಗಳು ಟೀಕಿಸುತ್ತಿವೆ. ರೈತರ ಕೃಷಿ ಚಟುವಟಿಕೆಗಳಿಗೆ ಸರ್ಕಾರ ನಿರಂತರ ನೆರವು ನೀಡುತ್ತಿದೆ ಎಂದು ಸಿಎಂ ಸಿದ್ದರಾಮಯ್ಯ ತಿಳಿಸಿದ್ದಾರೆ. ವಿಧಾನಸಭೆಯಲ್ಲಿ ರಾಜ್ಯಪಾಲರ ಭಾಷಣದ ಮೇಲಿನ ವಂದನಾ ನಿರ್ಣಯದ ಚರ್ಚೆಗೆ ಉತ್ತರ ನೀಡಿದ ಅವರು, ಬಿಜೆಪಿ ಅವಧಿಯಲ್ಲಿ ಗ್ಯಾರಂಟಿಗಳ ಬಗ್ಗೆ ಟೀಕೆ ಮಾಡಲಾಗುತ್ತಿತ್ತು. ಗ್ಯಾರಂಟಿ ಯೋಜನೆಗಳನ್ನು ಜಾರಿಗೆ ತಂದು ಜನರಿಗೆ ಅನುಕೂಲ ಮಾಡಿದ್ದೇವೆ. ನಮ್ಮ ಕಾಲದಲ್ಲಿ ಕಾನೂನು ಸುವ್ಯವಸ್ಥೆ ಉತ್ತಮವಾಗಿದೆ. ರಾಜ್ಯ ಬಜೆಟ್ ಗಾತ್ರ ಹೆಚ್ಚಾಗಿದೆ. ನೆನ್ನೆಯಷ್ಟೆ 75 ಕೋಟಿ ಹಣವನ್ನು ಮಾರುಕಟ್ಟೆ ಮಧ್ಯಸ್ಥಿಕೆಗೆ ನೀಡಲಾಗಿದೆ. ಕಾನೂನು ಸುವ್ಯವಸ್ಥೆ ಉತ್ತಮವಾಗಿದ್ದು ದಂಡಿಸುವಲ್ಲಿ ಯಶಸ್ವಿಯಾಗಿದ್ದೇವೆ. ಇತ್ತೀಚಿನ ಘಟನೆ ಬಗ್ಗೆ ಆರೋಪಿಗಳನ್ನು ಬಂಧಿಸಲಾಗಿದೆ. ಸರ್ಕಾರ ಶಿಕ್ಷೆಯಾಗುವಂತೆ ಕ್ರಮ ಕೈಗೊಳ್ಳಲಾಗಿದೆ. ಅಪರಾಧಗಳ ಸಂಖ್ಯೆ ಕಡಿಮೆಯಾಗಿದೆ ಎಂದು ಹೇಳಿದರು. 2022–23 ರಲ್ಲಿ 1147 ಕೋಟಿ ರೂಪಾಯಿ ಗಣ್ಯರು ಸಹಾಯಧನವನ್ನು ರೈತರಿಗೆ ಹಾಲಿನ: [12, 100, 185, 300]
- bommai-photo-illustration: [861, 159, 934, 266]
- col-divider: [369, 100, 370, 500]
- footer: [12, 1426, 933, 1452]
- laser-headline-box: [712, 860, 934, 910]
- exam-meeting-illustration: [13, 881, 357, 1022]
- laser-summit-photo-2: [712, 1350, 934, 1416]
- section-rule: [12, 506, 704, 507]
- col-divider: [189, 100, 190, 500]
- col-divider: [537, 100, 538, 500]
- sidebar-body-top: [712, 98, 856, 468]
- cm-photo-caption: ಫೋಟೋ ಶೀರ್ಷಿಕೆ : ವಿಧಾನಸಭೆಯಲ್ಲಿ ಸಿಎಂ ಸಿದ್ದರಾಮಯ್ಯ ಉತ್ತರ: [193, 322, 338, 330]
- lead-col-2: ಪ್ರೋತ್ಸಾಹಧನವಾಗಿ ನೀಡಲಾಗಿದೆ. 2024–25 ರಲ್ಲಿ 1500 ಕೋಟಿ ರೂಪಾಯಿಗಳನ್ನು ಪ್ರೋತ್ಸಾಹ ಧನವಾಗಿ ನೀಡಿದ್ದೇವೆ. ಬಿಜೆಪಿ ಅವಧಿಯಲ್ಲಿ 2019 ರಿಂದ ಬಾಕಿ ಉಳಿಸಿದ್ದ ಮೊತ್ತವೂ ಸೇರಿದೆ. ಈ ವರ್ಷ ಮತ್ತೆ 1500 ಕೋಟಿ ರೂಪಾಯಿಗಳನ್ನು ಒದಗಿಸಿದ್ದೇವೆ. ಹಾಲಿನ ಪ್ರೋತ್ಸಾಹ ಧನವನ್ನು 2 ರೂಪಾಯಿಯಿಂದ 2013 ರಲ್ಲಿ 5 ರೂಪಾಯಿಗೆ ಹೆಚ್ಚಿಸಿದ್ದು ನಮ್ಮ ಸರ್ಕಾರ. ನಮ್ಮ ಸರ್ಕಾರ ಕೈಗೊಂಡ ಕ್ರಮಗಳಿಂದ ಹಾಲು ಉತ್ಪಾದನೆ 84 ಲಕ್ಷ ಲೀಟರ್ ಗೆ ಏರಿಕೆಯಾಗಿದೆ. 2012–13 ರಲ್ಲಿ ವರ್ಷಕ್ಕೆ 341 ಕೋಟಿ ರೂಪಾಯಿಗಳನ್ನು ಪ್ರೋತ್ಸಾಹಧನವಾಗಿ ನೀಡಲಾಗಿತ್ತು. ನಮ್ಮ ಸರ್ಕಾರ 2013 ರಲ್ಲಿ ಅಧಿಕಾರಕ್ಕೆ ಬಂದ ನಂತರ ಇದನ್ನು ಹೆಚ್ಚಿಸಲಾಯಿತು. ಇದರಿಂದ 341 ರೂಗಳಿಂದ 818 ಕೋಟಿ ರೂ. ಕೊಡಲಾಯಿತು. 2016 ರಲ್ಲಿ 5 ರೂಗೆ ಹೆಚ್ಚಿಸಿದ್ದೇವೆ. ಇದರಿಂದಾಗಿ 1131 ಕೋಟಿ ರೂ.ಗಳನ್ನು ಆ ವರ್ಷ ಹಾಲಿನ ಉತ್ಪಾದಕರಿಗೆ ನೀಡಲಾಗಿತ್ತು. 600 ಕೋಟಿ ಬಿಲ್ಲುಗಳ ಬಾಕಿ ಇದ್ದದ್ದು ನಿಜ.: [193, 334, 365, 471]
- tobacco-meeting-illustration: [366, 819, 704, 926]
- tobacco-meeting-photo: [365, 818, 704, 926]
- col-divider: [184, 1026, 185, 1414]
- footer-rule: [10, 1420, 935, 1422]
- col-divider: [534, 930, 535, 1130]
- laser-headline-2: ಚಿಕಿತ್ಸೆ, ಶಸ್ತ್ರ ಚಿಕಿತ್ಸೆ, ತ್ವಚೆಗೆ ನವ ಯುವ್ವನ: [761, 878, 885, 889]
- tobacco-col-1: ಹುಣಸೂರು ತಾಲೂಕಿನ ಕಟ್ಟೆಮಳಲವಾಡಿ ಡಿ.ದೇವರಾಜು ಅರಸು ತಂಬಾಕು ಹರಾಜು ಮಾರುಕಟ್ಟೆಯಲ್ಲಿ ಸೋಮವಾರ ರೈತರು ಹರಾಜು ಮಾರುಕಟ್ಟೆಗೆ ತಂಬಾಕು ಮಾರಾಟ ಮಾಡಲು ಬಂದಾಗ ಬಿಳಿಯ ಬೇಲ್ ತಂಬಾಕನ್ನು ಮಾರಾಟ ಮಾಡುವಂತಿಲ್ಲ ಎಂದು ನೋಟಿಸ್ ನೀಡಲಾಗಿದೆ. ರೈತರು ತಂಬಾಕು ಹರಾಜು ಅಧೀಕ್ಷಕರನ್ನು ತರಾಟೆಗೆ ತೆಗೆದುಕೊಂಡರು. ಇದರಿಂದ ರೈತರು ಆಕ್ರೋಶಗೊಂಡು ಮಾರುಕಟ್ಟೆಯಲ್ಲಿ ಪ್ರತಿಭಟನೆ ನಡೆಸಿದರು. ರೈತ ಮುಖಂಡರು ಮಾತನಾಡಿ ತಂಬಾಕು ಬೆಳೆದ ರೈತರಿಗೆ ಸರಿಯಾದ ಬೆಲೆ ಸಿಗುತ್ತಿಲ್ಲ. ಕಂಪನಿಗಳು ರೈತರನ್ನು ಶೋಷಣೆ ಮಾಡುತ್ತಿವೆ. ತಂಬಾಕು ಮಂಡಳಿ ರೈತರ ಹಿತ ಕಾಯಬೇಕು. ಮುಂದಿನ ದಿನಗಳಲ್ಲಿ ಹೋರಾಟ ತೀವ್ರಗೊಳಿಸಲಾಗುವುದು ಎಂದು ಎಚ್ಚರಿಸಿದರು. ಮಂಡಳಿ ಅಧಿಕಾರಿಗಳು ರೈತರ ಮನವೊಲಿಸುವ ಪ್ರಯತ್ನ ಮಾಡಿದರು.: [365, 930, 530, 1045]
- masthead-english-name: SUVARNA PALAR KANNADA DAILY: [667, 14, 846, 26]
- masthead: [0, 0, 945, 44]
- exam-col-1: ವರದಿ:ಸಿ.ಎಸ್.ಶಾಂತಮೂರ್ತಿ ಬಾಗೇಪಲ್ಲಿ(ಚೇಳೂರು): ಚೇಳೂರು ಪಟ್ಟಣದಲ್ಲಿ ನಡೆಯುವ 10 ನೇ ತರಗತಿ ಪರೀಕ್ಷೆ ನಡೆಸಲು ವಿದ್ಯಾರ್ಥಿಗಳು ಸುಗಮವಾಗಿ ಪರೀಕ್ಷೆಯನ್ನು ಬರೆಯಲು ಎಲ್ಲಾ ರೀತಿಯ ಸಿದ್ಧತೆ ಮಾಡಿಕೊಳ್ಳಲಾಗಿದೆ. ಅವರು ಸೋಮವಾರ ಪಟ್ಟಣದ ಹೆಚ್.ಪಿ.ಹೆಚ್ ಶಾಲೆಯಲ್ಲಿ ಎಸ್.ಎಸ್.ಎಲ್.ಸಿ. ಪರೀಕ್ಷಾ ಪೂರ್ವಸಿದ್ಧತಾ ಸಭೆಯಲ್ಲಿ ಮಾತನಾಡಿದರು. ಚೇಳೂರು ಕೇಂದ್ರದಲ್ಲಿ ಕರ್ನಾಟಕ ಪಬ್ಲಿಕ್ ಶಾಲೆ, ಸರ್ಕಾರಿ ಪ್ರೌಢಶಾಲೆ ಸೇರಿದಂತೆ 13 ಶಾಲೆಗಳ ವಿದ್ಯಾರ್ಥಿಗಳು ಪರೀಕ್ಷೆ ಬರೆಯಲಿದ್ದಾರೆ. ಪರೀಕ್ಷಾ ಕೇಂದ್ರಕ್ಕೆ ಅಗತ್ಯ ಸೌಲಭ್ಯ ಒದಗಿಸಲಾಗಿದೆ. ಪರೀಕ್ಷಾ ಕೇಂದ್ರದಲ್ಲಿ ಸಿಸಿ ಕ್ಯಾಮರಾ ಅಳವಡಿಸಲಾಗಿದೆ. ಮಕ್ಕಳು ಆತಂಕವಿಲ್ಲದೆ ಪರೀಕ್ಷೆ ಬರೆಯಬೇಕು. ಪ್ರಶ್ನೆ ಪತ್ರಿಕೆಗಳ ಭದ್ರತೆಗೆ ಕ್ರಮ ಕೈಗೊಳ್ಳಲಾಗಿದೆ. ಪ್ರಾಂಶುಪಾಲರು, ಶಿಕ್ಷಕರು ಸಭೆಯಲ್ಲಿ ಹಾಜರಿದ್ದರು. ಒಟ್ಟು 270 ಮಕ್ಕಳು ಪರೀಕ್ಷೆ ಬರೆಯುವರು. ಪ್ರಾಂತಿ ಶಾಲೆಯ ಮತ್ತೊಂದು ಕೇಂದ್ರದಲ್ಲಿ ಸರಕಾರಿ 13 ಶಾಲೆಗಳ ವಿದ್ಯಾರ್ಥಿಗಳು ಹಾಜರಾಗುವರು.: [12, 1026, 180, 1173]
- laser-banner-sub: Transforming Communities: [721, 1356, 817, 1365]
- sidebar-body-continued: [712, 470, 934, 852]
- col-divider: [186, 686, 187, 822]
- gundappa-group-photo: [12, 558, 357, 682]
- exam-headline: 848 ವಿದ್ಯಾರ್ಥಿಗಳು ಎಸ್ಸೆಸ್ಸೆಲ್ಸಿ ಪರೀಕ್ಷೆ ಬರೆಯಲಿದ್ದಾರೆ : ಗ್ರಾಮೀಣ ಪ್ರದೇಶದಲ್ಲಿ ಸಕಲ ಸಿದ್ಧತೆ: [23, 834, 346, 872]
- section-rule: [710, 856, 936, 857]
- dharmasthala-headline-2: ಯೋಜನೆ(ರಿ) ವಾತ್ಸಲ್ಯ ಮನೆ ಹಸ್ತಾಂತರ: [385, 1168, 685, 1194]
- lead-rule: [12, 94, 704, 95]
- laser-headline-1: ಮಾ. 20 ರಿಂದ ಚರ್ಮರೋಗಕ್ಕೆ ಲೇಸರ್: [713, 861, 933, 876]
- masthead-date: 19 ಮಾರ್ಚ್ 2025 ಬುಧವಾರ: [368, 12, 601, 34]
- masthead-tagline: ಕನ್ನಡ ದಿನ ಪತ್ರಿಕೆ: [238, 20, 298, 33]
- masthead-title: ಸುವರ್ಣ ಪಾಲಾರ್: [30, 6, 187, 37]
- laser-banner-year: 2025: [883, 1354, 908, 1366]
- section-rule: [363, 680, 706, 681]
- exam-meeting-photo: [12, 880, 357, 1022]
- section-rule: [363, 1138, 706, 1139]
- footer-line-2: Published At BEHIND KSRTC DEPO, PRASHANTH NAGAR, CHICKBALLAPUR-562101. Editor : GOVARDHAN.M. Mob:9964411434. All Disputed Subject to Judicial CHICKBALLAPUR Only.: [77, 1440, 868, 1450]
